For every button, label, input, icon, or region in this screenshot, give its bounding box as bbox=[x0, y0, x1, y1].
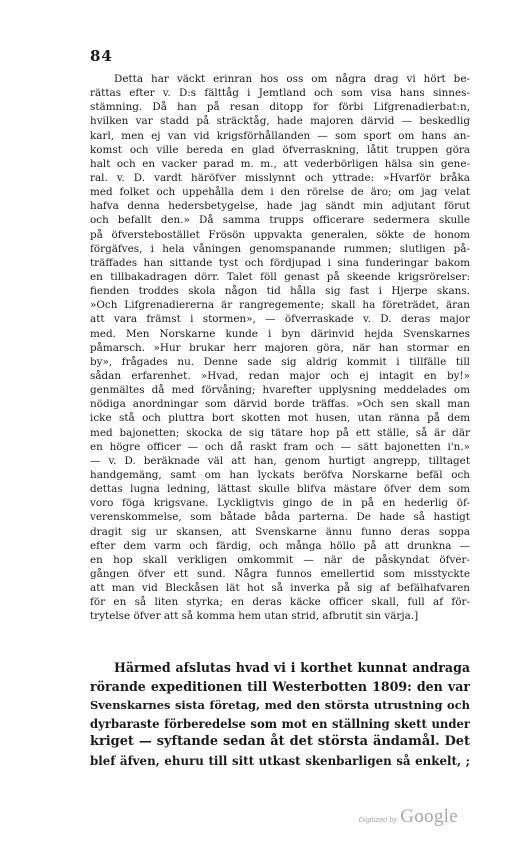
digitized-watermark bbox=[358, 806, 458, 828]
small-text-line: trytelse öfver att så komma hem utan strid, afbrutit sin värja.] bbox=[90, 610, 419, 623]
small-text-line: hafva denna hedersbetygelse, hade jag sändt min adjutant förut bbox=[90, 200, 470, 213]
google-logo: Google bbox=[400, 806, 458, 827]
small-text-line: rättas efter v. D:s fälttåg i Jemtland och som visa hans sinnes- bbox=[90, 87, 470, 100]
small-text-line: dragit sig ur skansen, att Svenskarne ännu funno deras soppa bbox=[90, 525, 470, 538]
small-text-line: voro föga krigsvane. Lyckligtvis gingo de in på en hederlig öf- bbox=[90, 497, 470, 510]
main-text-line: Svenskarnes sista företag, med den största utrustning och bbox=[90, 698, 470, 713]
small-text-line: en tillbakadragen dörr. Talet föll genast på skeende krigsrörelser: bbox=[90, 270, 470, 283]
small-print-block bbox=[90, 72, 470, 623]
small-text-line: sådan erfarenhet. »Hvad, redan major och ej intagit en by!» bbox=[90, 369, 470, 382]
page-number: 84 bbox=[90, 47, 113, 65]
small-text-line: »Och Lifgrenadiererna är rangregemente; skall ha företrädet, äran bbox=[90, 299, 470, 312]
small-text-line: och befallt den.» Då samma trupps officerare sedermera skulle bbox=[90, 214, 470, 227]
small-text-line: en hop skall verkligen omkommit — när de påskyndat öfver- bbox=[90, 553, 470, 566]
main-text-line: dyrbaraste förberedelse som mot en ställning skett under bbox=[90, 716, 470, 731]
main-text-block bbox=[90, 659, 470, 771]
small-text-line: en högre officer — och då raskt fram och — sätt bajonetten i'n.» bbox=[90, 440, 470, 453]
small-text-line: icke stå och pluttra bort skotten mot husen, utan ränna på dem bbox=[90, 412, 470, 425]
small-text-line: verenskommelse, som båtade båda parterna. De hade så hastigt bbox=[90, 511, 470, 524]
small-text-line: halt och en vacker parad m. m., att vederbörligen hälsa sin gene- bbox=[90, 157, 470, 170]
small-text-line: — v. D. beräknade väl att han, genom hurtigt angrepp, tilltaget bbox=[90, 454, 470, 467]
small-text-line: fienden troddes skola någon tid hålla sig fast i Hjerpe skans. bbox=[90, 285, 470, 298]
main-text-line: blef äfven, ehuru till sitt utkast skenbarligen så enkelt, ; bbox=[90, 753, 470, 768]
small-text-line: på öfverstebostället Frösön uppvakta generalen, sökte de honom bbox=[90, 228, 470, 241]
main-text-line: Härmed afslutas hvad vi i korthet kunnat andraga bbox=[114, 660, 470, 675]
small-text-line: gången öfver ett sund. Några funnos emellertid som misstyckte bbox=[90, 567, 470, 580]
small-text-line: att man vid Bleckåsen lät hot så inverka på sig af befälhafvaren bbox=[90, 582, 470, 595]
small-text-line: nödiga anordningar som därvid borde träffas. »Och sen skall man bbox=[90, 398, 470, 411]
main-text-line: kriget — syftande sedan åt det största ändamål. Det bbox=[90, 734, 470, 750]
small-text-line: förgäfves, i hela våningen genomspanande rummen; slutligen på- bbox=[90, 242, 470, 255]
small-text-line: med folket och uppehålla dem i den rörelse de äro; om jag velat bbox=[90, 186, 470, 199]
small-text-line: med. Men Norskarne kunde i byn därinvid hejda Svenskarnes bbox=[90, 327, 470, 340]
small-text-line: dettas lugna ledning, lättast skulle blifva mästare öfver dem som bbox=[90, 483, 470, 496]
small-text-line: karl, men ej van vid krigsförhållanden — som sport om hans an- bbox=[90, 129, 470, 142]
small-text-line: ral. v. D. vardt häröfver misslynnt och yttrade: »Hvarför bråka bbox=[90, 171, 470, 184]
small-text-line: träffades han sittande tyst och fördjupad i sina funderingar bakom bbox=[90, 256, 470, 269]
small-text-line: påmarsch. »Hur brukar herr majoren göra, när han stormar en bbox=[90, 341, 470, 354]
small-text-line: stämning. Då han på resan ditopp for förbi Lifgrenadierbat:n, bbox=[90, 101, 470, 114]
small-text-line: med bajonetten; skocka de sig tätare hop på ett ställe, så är där bbox=[90, 426, 470, 439]
main-text-line: rörande expeditionen till Westerbotten 1809: den var bbox=[90, 678, 470, 694]
small-text-line: by», frågades nu. Denne sade sig aldrig kommit i tillfälle till bbox=[90, 355, 470, 368]
watermark-prefix: Digitized by bbox=[358, 815, 398, 824]
small-text-line: Detta har väckt erinran hos oss om några drag vi hört be- bbox=[114, 73, 470, 85]
small-text-line: handgemäng, samt om han lyckats beröfva Norskarne befäl och bbox=[90, 468, 470, 481]
small-text-line: hvilken var stadd på sträcktåg, hade majoren därvid — beskedlig bbox=[90, 115, 470, 128]
small-text-line: genmältes då med förvåning; hvarefter upplysning meddelades om bbox=[90, 384, 470, 397]
small-text-line: för en så liten styrka; en deras käcke officer skall, full af för- bbox=[90, 596, 470, 609]
small-text-line: komst och ville bereda en glad öfverraskning, låtit truppen göra bbox=[90, 143, 470, 156]
small-text-line: efter dem varm och färdig, och många höllo på att drunkna — bbox=[90, 539, 470, 552]
small-text-line: att vara främst i stormen», — öfverraskade v. D. deras major bbox=[90, 313, 470, 326]
